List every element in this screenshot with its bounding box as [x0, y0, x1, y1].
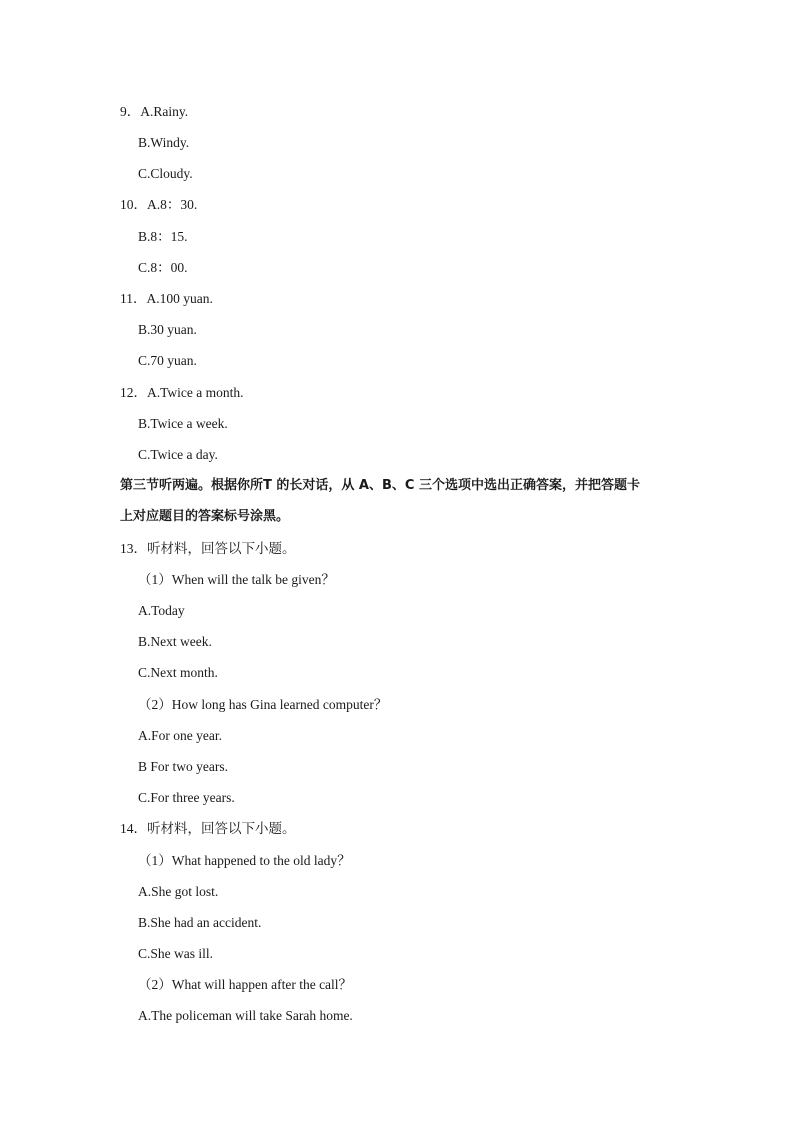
question-13-1-option-b: B.Next week. [138, 634, 212, 649]
section-3-instructions-line-2: 上对应题目的答案标号涂黑。 [120, 509, 290, 524]
question-13-2-option-a: A.For one year. [138, 728, 222, 743]
question-14: 14．听材料，回答以下小题。 [120, 821, 296, 836]
question-14-sub-1: （1）What happened to the old lady？ [138, 853, 351, 868]
question-13-sub-2: （2）How long has Gina learned computer？ [138, 697, 388, 712]
section-3-instructions-line-1: 第三节听两遍。根据你所T 的长对话，从 A、B、C 三个选项中选出正确答案，并把答题卡 [120, 478, 640, 493]
question-12-option-b: B.Twice a week. [138, 416, 228, 431]
question-14-1-option-a: A.She got lost. [138, 884, 219, 899]
question-13-1-option-c: C.Next month. [138, 665, 218, 680]
question-11: 11．A.100 yuan. [120, 291, 213, 306]
question-14-1-option-b: B.She had an accident. [138, 915, 262, 930]
question-12: 12．A.Twice a month. [120, 385, 244, 400]
question-13: 13．听材料，回答以下小题。 [120, 541, 296, 556]
question-9-option-b: B.Windy. [138, 135, 190, 150]
question-11-option-b: B.30 yuan. [138, 322, 197, 337]
question-10-option-c: C.8：00. [138, 260, 188, 275]
question-9-option-c: C.Cloudy. [138, 166, 193, 181]
question-13-2-option-c: C.For three years. [138, 790, 235, 805]
question-14-sub-2: （2）What will happen after the call？ [138, 977, 353, 992]
question-10: 10．A.8：30. [120, 197, 198, 212]
question-11-option-c: C.70 yuan. [138, 353, 197, 368]
question-10-option-b: B.8：15. [138, 229, 188, 244]
question-13-1-option-a: A.Today [138, 603, 185, 618]
question-13-2-option-b: B For two years. [138, 759, 228, 774]
question-14-2-option-a: A.The policeman will take Sarah home. [138, 1008, 353, 1023]
question-9: 9．A.Rainy. [120, 104, 189, 119]
question-13-sub-1: （1）When will the talk be given？ [138, 572, 335, 587]
question-12-option-c: C.Twice a day. [138, 447, 218, 462]
question-14-1-option-c: C.She was ill. [138, 946, 214, 961]
